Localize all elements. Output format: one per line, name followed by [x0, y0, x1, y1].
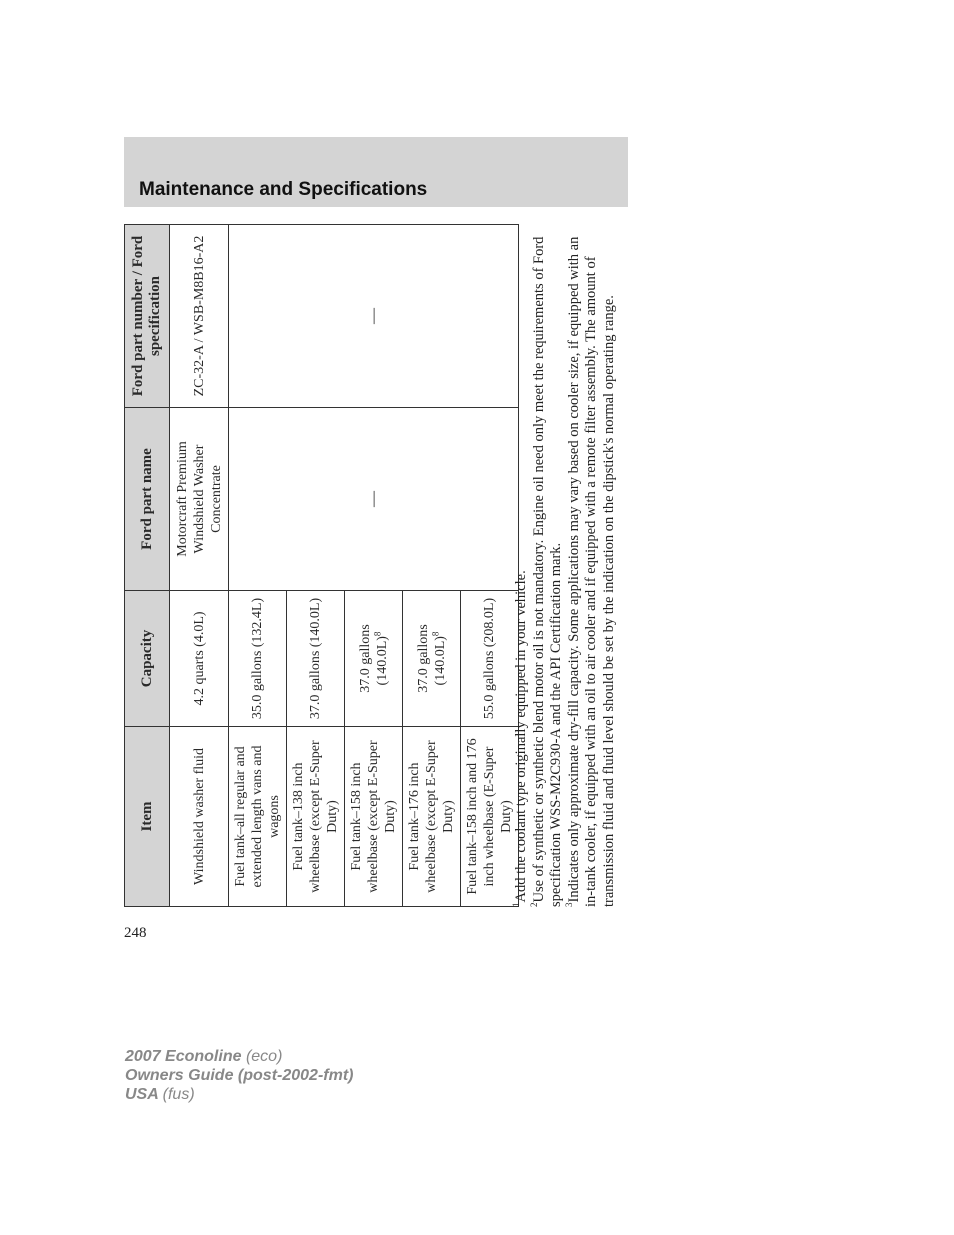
cell-part-name: Motorcraft Premium Windshield Washer Concentrate	[170, 408, 229, 591]
footnotes	[513, 225, 619, 907]
column-header-part-number: Ford part number / Ford specification	[125, 225, 170, 408]
cell-capacity	[403, 591, 461, 727]
footnote-number: 3	[563, 902, 574, 907]
cell-capacity	[229, 591, 287, 727]
document-footer	[125, 1047, 353, 1104]
cell-capacity	[345, 591, 403, 727]
table-row	[170, 225, 229, 907]
footer-line-2: Owners Guide (post-2002-fmt)	[125, 1067, 354, 1084]
footer-model-code: (eco)	[245, 1048, 283, 1065]
footnote-ref: 8	[371, 631, 382, 637]
cell-item: Windshield washer fluid	[170, 727, 229, 907]
cell-item: Fuel tank–158 inch wheelbase (except E-Super Duty)	[345, 727, 403, 907]
capacity-value: 37.0 gallons (140.0L)	[357, 624, 390, 693]
cell-part-number-merged: —	[229, 225, 519, 408]
footnote-ref: 8	[429, 631, 440, 637]
column-header-item: Item	[125, 727, 170, 907]
capacity-value: 35.0 gallons (132.4L)	[250, 597, 265, 720]
cell-part-number: ZC-32-A / WSB-M8B16-A2	[170, 225, 229, 408]
footer-model: 2007 Econoline	[125, 1048, 242, 1065]
cell-capacity	[287, 591, 345, 727]
rotated-spec-block	[124, 225, 634, 907]
footnote-3	[563, 225, 619, 907]
footnote-number: 1	[511, 902, 522, 907]
cell-item: Fuel tank–138 inch wheelbase (except E-Super Duty)	[287, 727, 345, 907]
capacity-value: 37.0 gallons (140.0L)	[415, 624, 448, 693]
page-number: 248	[124, 925, 147, 941]
footnote-text: Use of synthetic or synthetic blend motor oil is not mandatory. Engine oil need only meet the requirements of Ford specification WSS-M2C930-A and the API Certification mark.	[530, 236, 565, 907]
footer-market: USA	[125, 1086, 159, 1103]
cell-capacity: 4.2 quarts (4.0L)	[170, 591, 229, 727]
header-band	[124, 137, 628, 207]
footnote-2	[528, 225, 566, 907]
footnote-number: 2	[528, 902, 539, 907]
table-header-row	[125, 225, 170, 907]
capacity-value: 55.0 gallons (208.0L)	[482, 597, 497, 720]
section-title: Maintenance and Specifications	[139, 179, 428, 200]
footer-line-1	[125, 1047, 353, 1066]
footer-line-3	[125, 1085, 353, 1104]
cell-capacity	[461, 591, 519, 727]
cell-item: Fuel tank–176 inch wheelbase (except E-Super Duty)	[403, 727, 461, 907]
column-header-capacity: Capacity	[125, 591, 170, 727]
cell-item: Fuel tank–158 inch and 176 inch wheelbase (E-Super Duty)	[461, 727, 519, 907]
capacity-value: 37.0 gallons (140.0L)	[308, 597, 323, 720]
footnote-text: Indicates only approximate dry-fill capacity. Some applications may vary based on cooler size, if equipped with an in-tank cooler, if equipped with an oil to air cooler and if equipped with a remote filter assembly. The amount of transmission fluid and fluid level should be set by the indication on the dipstick's normal operating range.	[565, 236, 617, 907]
footnote-1	[513, 225, 531, 907]
column-header-part-name: Ford part name	[125, 408, 170, 591]
footnote-text: Add the coolant type originally equipped in your vehicle.	[513, 570, 529, 903]
cell-item: Fuel tank–all regular and extended length vans and wagons	[229, 727, 287, 907]
footer-market-code: (fus)	[162, 1086, 195, 1103]
cell-part-name-merged: —	[229, 408, 519, 591]
table-row	[229, 225, 287, 907]
